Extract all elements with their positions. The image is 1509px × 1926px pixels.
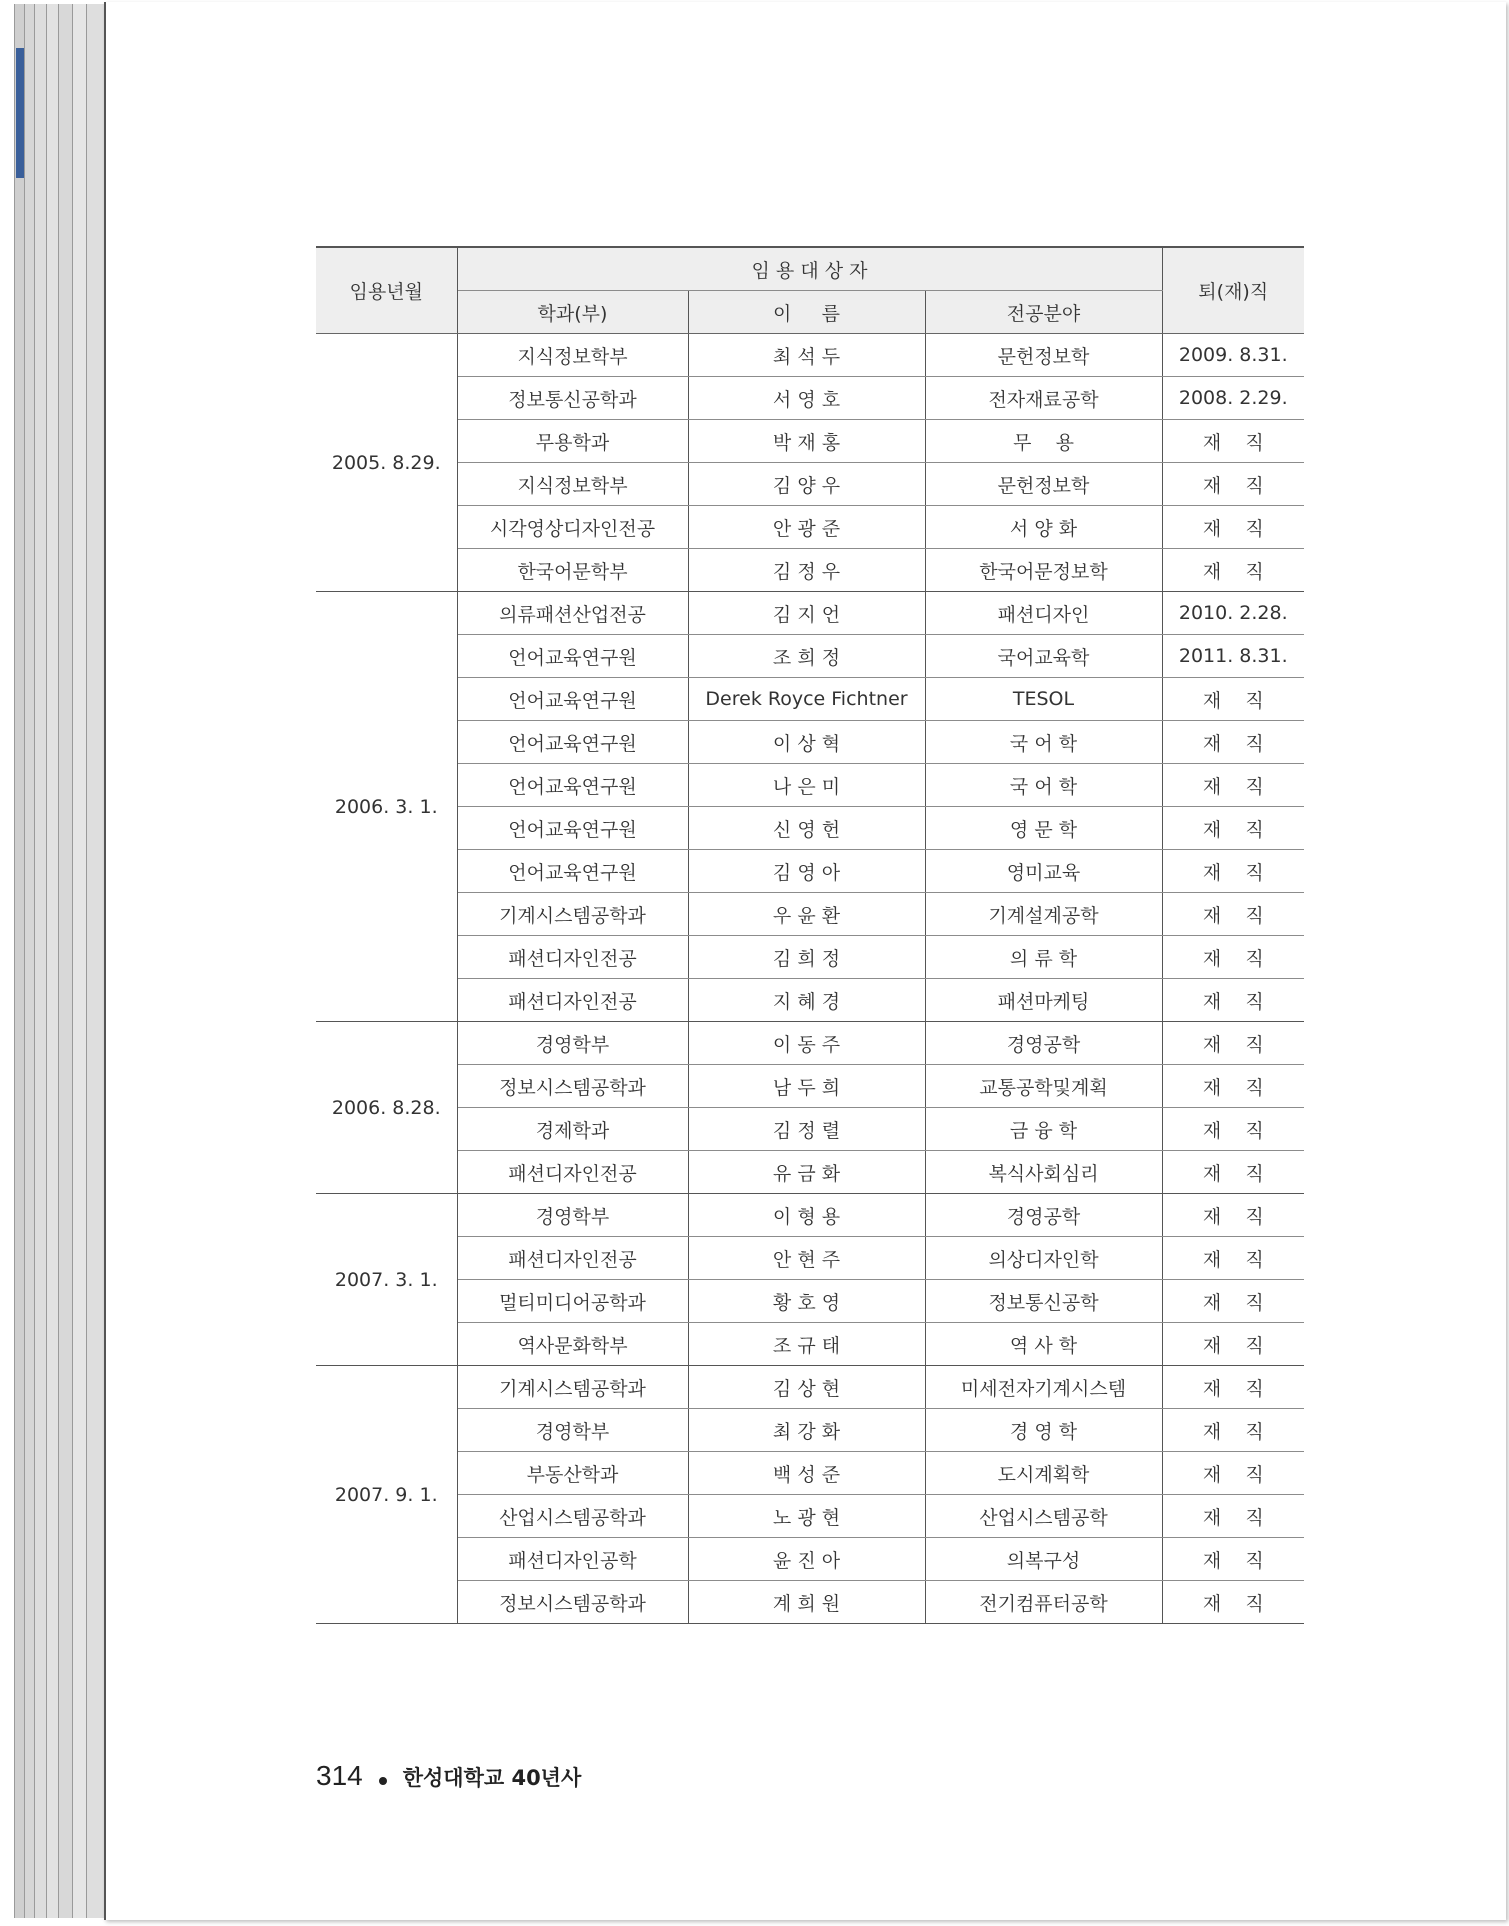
name-cell: 황 호 영 [688, 1280, 925, 1323]
status-cell: 2011. 8.31. [1162, 635, 1304, 678]
major-cell: 패션디자인 [925, 592, 1162, 635]
table-row [316, 807, 1304, 850]
table-row [316, 1022, 1304, 1065]
major-cell: 전기컴퓨터공학 [925, 1581, 1162, 1624]
status-cell: 재 직 [1162, 721, 1304, 764]
department-cell: 언어교육연구원 [457, 635, 688, 678]
status-cell: 재 직 [1162, 1194, 1304, 1237]
department-cell: 언어교육연구원 [457, 807, 688, 850]
name-cell: 백 성 준 [688, 1452, 925, 1495]
appointment-date-cell: 2007. 3. 1. [316, 1194, 457, 1366]
major-cell: 교통공학및계획 [925, 1065, 1162, 1108]
name-cell: 김 양 우 [688, 463, 925, 506]
name-cell: 안 현 주 [688, 1237, 925, 1280]
department-cell: 기계시스템공학과 [457, 1366, 688, 1409]
status-cell: 재 직 [1162, 1280, 1304, 1323]
department-cell: 지식정보학부 [457, 334, 688, 377]
table-row [316, 1538, 1304, 1581]
department-cell: 의류패션산업전공 [457, 592, 688, 635]
status-cell: 재 직 [1162, 1495, 1304, 1538]
status-cell: 재 직 [1162, 1237, 1304, 1280]
major-cell: 금 융 학 [925, 1108, 1162, 1151]
status-cell: 재 직 [1162, 1538, 1304, 1581]
department-cell: 정보통신공학과 [457, 377, 688, 420]
major-cell: 문헌정보학 [925, 334, 1162, 377]
table-row [316, 721, 1304, 764]
status-cell: 재 직 [1162, 549, 1304, 592]
header-date: 임용년월 [316, 247, 457, 334]
name-cell: 윤 진 아 [688, 1538, 925, 1581]
book-page [104, 2, 1506, 1920]
major-cell: 역 사 학 [925, 1323, 1162, 1366]
table-row [316, 549, 1304, 592]
department-cell: 지식정보학부 [457, 463, 688, 506]
name-cell: 서 영 호 [688, 377, 925, 420]
major-cell: 무 용 [925, 420, 1162, 463]
book-page-stack [14, 4, 106, 1918]
table-row [316, 506, 1304, 549]
major-cell: 국어교육학 [925, 635, 1162, 678]
name-cell: 우 윤 환 [688, 893, 925, 936]
major-cell: 서 양 화 [925, 506, 1162, 549]
table-row [316, 678, 1304, 721]
page-footer [316, 1760, 581, 1792]
department-cell: 역사문화학부 [457, 1323, 688, 1366]
header-appointee-group: 임 용 대 상 자 [457, 247, 1162, 291]
department-cell: 패션디자인공학 [457, 1538, 688, 1581]
status-cell: 재 직 [1162, 1108, 1304, 1151]
book-spine-mark [16, 48, 24, 178]
table-row [316, 420, 1304, 463]
table-row [316, 592, 1304, 635]
name-cell: Derek Royce Fichtner [688, 678, 925, 721]
table-row [316, 1108, 1304, 1151]
name-cell: 이 상 혁 [688, 721, 925, 764]
status-cell: 재 직 [1162, 1065, 1304, 1108]
name-cell: 김 지 언 [688, 592, 925, 635]
page-number: 314 [316, 1760, 363, 1791]
name-cell: 지 혜 경 [688, 979, 925, 1022]
department-cell: 패션디자인전공 [457, 1237, 688, 1280]
major-cell: 복식사회심리 [925, 1151, 1162, 1194]
major-cell: 경 영 학 [925, 1409, 1162, 1452]
major-cell: 국 어 학 [925, 721, 1162, 764]
major-cell: 영미교육 [925, 850, 1162, 893]
header-name: 이 름 [688, 291, 925, 334]
appointment-table [316, 246, 1304, 1624]
table-row [316, 635, 1304, 678]
table-row [316, 334, 1304, 377]
name-cell: 남 두 희 [688, 1065, 925, 1108]
major-cell: 도시계획학 [925, 1452, 1162, 1495]
name-cell: 이 형 용 [688, 1194, 925, 1237]
table-row [316, 1366, 1304, 1409]
table-row [316, 1237, 1304, 1280]
status-cell: 재 직 [1162, 807, 1304, 850]
name-cell: 김 정 렬 [688, 1108, 925, 1151]
table-row [316, 377, 1304, 420]
major-cell: 문헌정보학 [925, 463, 1162, 506]
department-cell: 경제학과 [457, 1108, 688, 1151]
status-cell: 재 직 [1162, 463, 1304, 506]
major-cell: 경영공학 [925, 1022, 1162, 1065]
name-cell: 김 영 아 [688, 850, 925, 893]
status-cell: 2009. 8.31. [1162, 334, 1304, 377]
table-row [316, 850, 1304, 893]
status-cell: 재 직 [1162, 1151, 1304, 1194]
name-cell: 계 희 원 [688, 1581, 925, 1624]
status-cell: 2010. 2.28. [1162, 592, 1304, 635]
major-cell: 의 류 학 [925, 936, 1162, 979]
status-cell: 재 직 [1162, 936, 1304, 979]
appointment-date-cell: 2005. 8.29. [316, 334, 457, 592]
major-cell: 한국어문정보학 [925, 549, 1162, 592]
table-row [316, 1495, 1304, 1538]
name-cell: 최 석 두 [688, 334, 925, 377]
department-cell: 패션디자인전공 [457, 979, 688, 1022]
department-cell: 언어교육연구원 [457, 850, 688, 893]
bullet-icon [379, 1777, 387, 1785]
name-cell: 조 희 정 [688, 635, 925, 678]
department-cell: 경영학부 [457, 1022, 688, 1065]
table-row [316, 1409, 1304, 1452]
status-cell: 재 직 [1162, 979, 1304, 1022]
status-cell: 재 직 [1162, 1366, 1304, 1409]
name-cell: 안 광 준 [688, 506, 925, 549]
status-cell: 재 직 [1162, 1409, 1304, 1452]
department-cell: 경영학부 [457, 1409, 688, 1452]
status-cell: 2008. 2.29. [1162, 377, 1304, 420]
department-cell: 패션디자인전공 [457, 1151, 688, 1194]
name-cell: 김 정 우 [688, 549, 925, 592]
status-cell: 재 직 [1162, 893, 1304, 936]
major-cell: 의복구성 [925, 1538, 1162, 1581]
major-cell: 의상디자인학 [925, 1237, 1162, 1280]
appointment-date-cell: 2007. 9. 1. [316, 1366, 457, 1624]
table-row [316, 1065, 1304, 1108]
department-cell: 언어교육연구원 [457, 721, 688, 764]
major-cell: 경영공학 [925, 1194, 1162, 1237]
name-cell: 조 규 태 [688, 1323, 925, 1366]
table-row [316, 1280, 1304, 1323]
table-row [316, 1194, 1304, 1237]
department-cell: 무용학과 [457, 420, 688, 463]
status-cell: 재 직 [1162, 1452, 1304, 1495]
status-cell: 재 직 [1162, 850, 1304, 893]
major-cell: 국 어 학 [925, 764, 1162, 807]
status-cell: 재 직 [1162, 678, 1304, 721]
department-cell: 시각영상디자인전공 [457, 506, 688, 549]
department-cell: 산업시스템공학과 [457, 1495, 688, 1538]
table-row [316, 463, 1304, 506]
department-cell: 기계시스템공학과 [457, 893, 688, 936]
status-cell: 재 직 [1162, 1022, 1304, 1065]
major-cell: 미세전자기계시스템 [925, 1366, 1162, 1409]
name-cell: 박 재 홍 [688, 420, 925, 463]
appointment-date-cell: 2006. 3. 1. [316, 592, 457, 1022]
department-cell: 언어교육연구원 [457, 764, 688, 807]
table-row [316, 1452, 1304, 1495]
major-cell: TESOL [925, 678, 1162, 721]
status-cell: 재 직 [1162, 764, 1304, 807]
department-cell: 부동산학과 [457, 1452, 688, 1495]
status-cell: 재 직 [1162, 420, 1304, 463]
department-cell: 멀티미디어공학과 [457, 1280, 688, 1323]
name-cell: 김 상 현 [688, 1366, 925, 1409]
department-cell: 정보시스템공학과 [457, 1581, 688, 1624]
header-department: 학과(부) [457, 291, 688, 334]
major-cell: 패션마케팅 [925, 979, 1162, 1022]
table-row [316, 1151, 1304, 1194]
header-major: 전공분야 [925, 291, 1162, 334]
major-cell: 전자재료공학 [925, 377, 1162, 420]
status-cell: 재 직 [1162, 506, 1304, 549]
department-cell: 정보시스템공학과 [457, 1065, 688, 1108]
major-cell: 산업시스템공학 [925, 1495, 1162, 1538]
status-cell: 재 직 [1162, 1323, 1304, 1366]
table-row [316, 979, 1304, 1022]
department-cell: 경영학부 [457, 1194, 688, 1237]
major-cell: 영 문 학 [925, 807, 1162, 850]
name-cell: 이 동 주 [688, 1022, 925, 1065]
major-cell: 정보통신공학 [925, 1280, 1162, 1323]
appointment-date-cell: 2006. 8.28. [316, 1022, 457, 1194]
department-cell: 언어교육연구원 [457, 678, 688, 721]
table-row [316, 1581, 1304, 1624]
table-row [316, 1323, 1304, 1366]
name-cell: 노 광 현 [688, 1495, 925, 1538]
department-cell: 한국어문학부 [457, 549, 688, 592]
name-cell: 김 희 정 [688, 936, 925, 979]
header-status: 퇴(재)직 [1162, 247, 1304, 334]
table-row [316, 936, 1304, 979]
name-cell: 신 영 헌 [688, 807, 925, 850]
table-row [316, 893, 1304, 936]
status-cell: 재 직 [1162, 1581, 1304, 1624]
department-cell: 패션디자인전공 [457, 936, 688, 979]
table-row [316, 764, 1304, 807]
major-cell: 기계설계공학 [925, 893, 1162, 936]
book-title: 한성대학교 40년사 [402, 1766, 582, 1790]
name-cell: 최 강 화 [688, 1409, 925, 1452]
name-cell: 유 금 화 [688, 1151, 925, 1194]
name-cell: 나 은 미 [688, 764, 925, 807]
